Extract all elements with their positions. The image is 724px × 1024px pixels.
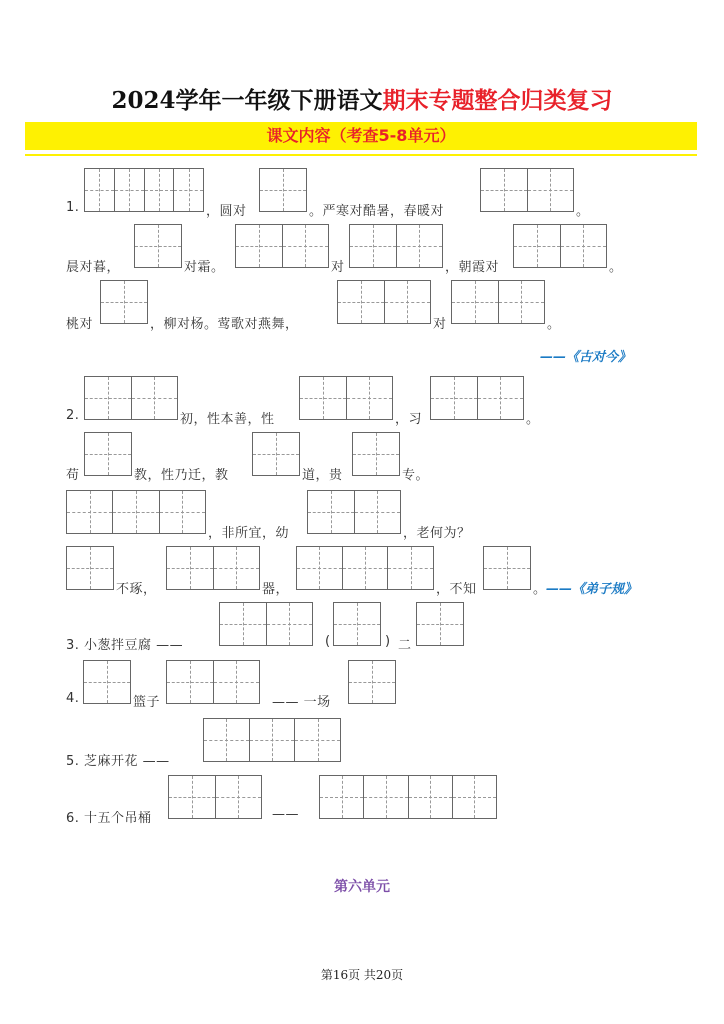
q2-text: 器， [262,582,290,597]
q1-text: 晨对暮， [66,260,121,275]
title-red: 期末专题整合归类复习 [382,87,613,114]
page-title [0,82,724,115]
q4-answer-grid[interactable] [166,660,260,704]
q5-answer-grid[interactable] [203,718,341,762]
q4-text: —— 一场 [272,695,331,710]
q2-text: 苟 [66,468,80,483]
q1-text: 。严寒对酷暑，春暖对 [309,204,445,219]
q2-text: 专。 [402,468,430,483]
q1-text: ，柳对杨。莺歌对燕舞， [150,317,299,332]
q2-answer-grid[interactable] [166,546,260,590]
q2-text: 道，贵 [302,468,343,483]
q4-text: 篮子 [133,695,161,710]
q1-answer-grid[interactable] [134,224,182,268]
q1-answer-grid[interactable] [84,168,204,212]
q3-paren-right: ) [385,634,391,649]
q2-text: ，非所宜，幼 [208,526,290,541]
q2-text: 不琢， [116,582,157,597]
q6-answer-grid[interactable] [168,775,262,819]
q1-source: ——《古对今》 [540,350,632,365]
q6-text: 6. 十五个吊桶 [66,811,152,826]
unit-title: 第六单元 [334,879,390,895]
q1-answer-grid[interactable] [451,280,545,324]
q3-text: 二 [398,638,412,653]
q2-answer-grid[interactable] [84,376,178,420]
q1-text: 对 [331,260,345,275]
q1-answer-grid[interactable] [480,168,574,212]
q2-answer-grid[interactable] [299,376,393,420]
page-footer: 第16页 共20页 [320,968,404,982]
q4-answer-grid[interactable] [83,660,131,704]
q3-paren-left: ( [325,634,331,649]
q5-text: 5. 芝麻开花 —— [66,754,170,769]
q2-text: 教，性乃迁，教 [134,468,229,483]
q1-text: ，圆对 [206,204,247,219]
q1-text: ，朝霞对 [445,260,500,275]
q4-answer-grid[interactable] [348,660,396,704]
q1-text: 。 [609,260,623,275]
q2-answer-grid[interactable] [66,546,114,590]
q2-text: ，习 [395,412,423,427]
q1-answer-grid[interactable] [337,280,431,324]
q3-text: 3. 小葱拌豆腐 —— [66,638,184,653]
q1-answer-grid[interactable] [513,224,607,268]
q3-answer-grid[interactable] [333,602,381,646]
band-underline [25,154,697,156]
q2-answer-grid[interactable] [352,432,400,476]
q1-text: 。 [547,317,561,332]
q3-answer-grid[interactable] [416,602,464,646]
q2-answer-grid[interactable] [430,376,524,420]
q2-answer-grid[interactable] [307,490,401,534]
q2-number: 2. [66,408,80,423]
q2-text: ，不知 [436,582,477,597]
q4-number: 4. [66,691,80,706]
q1-text: 。 [576,204,590,219]
q1-text: 对 [433,317,447,332]
q2-text: 初，性本善，性 [180,412,275,427]
section-subtitle: 课文内容（考查5-8单元） [266,126,456,145]
q1-answer-grid[interactable] [349,224,443,268]
q2-text: ，老何为？ [403,526,471,541]
q2-answer-grid[interactable] [66,490,206,534]
q2-answer-grid[interactable] [84,432,132,476]
title-black: 2024学年一年级下册语文 [111,87,383,114]
q3-answer-grid[interactable] [219,602,313,646]
q6-dash: —— [272,807,299,822]
q2-text: 。 [526,412,540,427]
q1-answer-grid[interactable] [259,168,307,212]
q2-text: 。 [533,582,547,597]
q1-text: 桃对 [66,317,94,332]
q1-number: 1. [66,200,80,215]
q2-answer-grid[interactable] [483,546,531,590]
q1-answer-grid[interactable] [100,280,148,324]
q2-answer-grid[interactable] [252,432,300,476]
q2-answer-grid[interactable] [296,546,434,590]
q2-source: ——《弟子规》 [546,582,638,597]
q1-text: 对霜。 [184,260,225,275]
q1-answer-grid[interactable] [235,224,329,268]
section-band [25,122,697,150]
q6-answer-grid[interactable] [319,775,497,819]
